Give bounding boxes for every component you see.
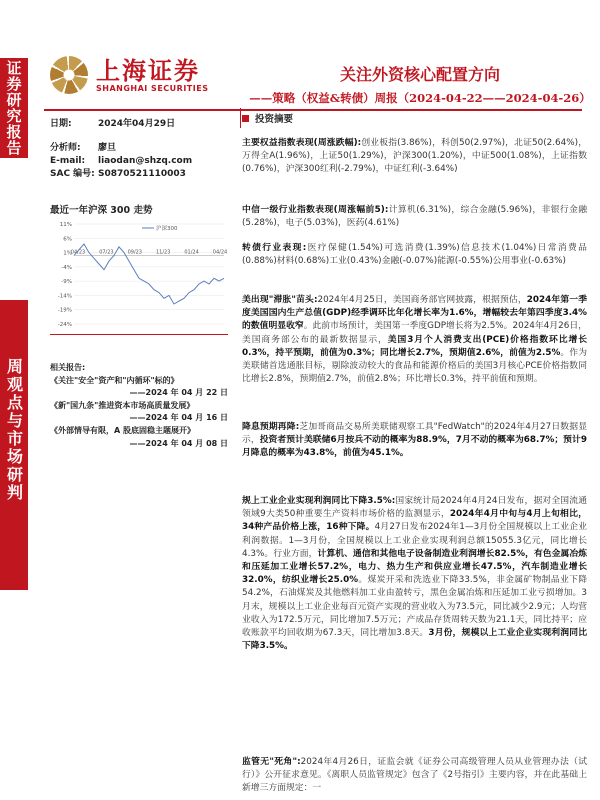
- report-type-label: 证券研究报告: [4, 60, 23, 156]
- paragraph-industry-performance: [242, 204, 587, 230]
- paragraph-highlight: 2024年第一季度美国国内生产总值(GDP)经季调环比年化增长率为1.6%，增幅较去年第四季度3.4%的数值明显收窄: [242, 295, 587, 332]
- x-tick-label: 07/23: [99, 249, 114, 256]
- y-tick-label: -14%: [57, 293, 72, 300]
- paragraph-stagflation: [242, 294, 587, 386]
- bullet-square-icon: [242, 115, 249, 122]
- company-logo: [50, 56, 208, 94]
- paragraph-text: 2024年4月25日，美国商务部官网披露，根据预估，: [317, 295, 527, 305]
- paragraph-text: 创业板指(3.86%)，科创50(2.97%)，北证50(2.64%)，万得全A(1.96%)，上证50(1.29%)，沪深300(1.20%)，中证500(1.08%)，上证指数(0.76%)，沪深300红利(-2.79%)，中证红利(-3.64%): [242, 138, 587, 175]
- paragraph-highlight: 2024年4月中旬与4月上旬相比，34种产品价格上涨，16种下降。: [242, 509, 587, 533]
- paragraph-caption: 主要权益指数表现(周涨跌幅):: [242, 138, 362, 148]
- analyst-name: 廖旦: [98, 143, 117, 153]
- x-tick-label: 09/23: [127, 249, 143, 256]
- y-tick-label: -9%: [61, 279, 72, 286]
- y-tick-label: 6%: [63, 236, 72, 243]
- x-tick-label: 11/23: [155, 249, 171, 256]
- hs300-series-line: [74, 244, 224, 304]
- paragraph-text: 计算机(6.31%)，综合金融(5.96%)，非银行金融(5.28%)，电子(5.03%)，医药(4.61%): [242, 205, 587, 229]
- email-label: E-mail:: [50, 156, 86, 166]
- paragraph-text: 医疗保健(1.54%)可选消费(1.39%)信息技术(1.04%)日常消费品(0.88%)材料(0.68%)工业(0.43%)金融(-0.07%)能源(-0.55%)公用事业(-0.63%): [242, 243, 587, 267]
- logo-name-en: SHANGHAI SECURITIES: [96, 83, 209, 93]
- paragraph-text: 2024年4月26日，证监会就《证券公司高级管理人员从业管理办法（试行）》公开征求意见。《离职人员监管规定》包含了《2号指引》主要内容，并在此基础上新增三方面规定：一: [242, 757, 587, 794]
- chart-title: 最近一年沪深 300 走势: [50, 205, 153, 216]
- date-value: 2024年04月29日: [98, 119, 176, 129]
- report-type-strip: [0, 58, 28, 158]
- logo-name-cn: 上海证券: [96, 56, 200, 85]
- related-report-date: ——2024 年 04 月 22 日: [129, 388, 228, 398]
- paragraph-caption: 规上工业企业实现利润同比下降3.5%:: [242, 496, 396, 506]
- related-reports: [50, 362, 228, 450]
- paragraph-caption: 美出现"滞胀"苗头:: [242, 295, 318, 305]
- x-tick-label: 04/24: [212, 249, 228, 256]
- related-report-title[interactable]: 《关注"安全"资产和"内循环"标的》: [50, 375, 179, 385]
- paragraph-caption: 转债行业表现:: [242, 243, 307, 253]
- column-divider: [240, 108, 241, 128]
- related-report-date: ——2024 年 04 月 08 日: [129, 438, 228, 448]
- sac-number: S0870521110003: [98, 169, 186, 179]
- paragraph-caption: 监管无"死角":: [242, 757, 301, 767]
- report-subtitle: ——策略（权益&转债）周报（2024-04-22——2024-04-26）: [249, 91, 591, 105]
- sac-label: SAC 编号:: [50, 169, 95, 179]
- legend-label: 沪深300: [156, 226, 178, 232]
- paragraph-index-performance: [242, 137, 587, 177]
- paragraph-highlight: 美国3月个人消费支出(PCE)价格指数环比增长0.3%，持平预期，前值为0.3%；同比增长2.7%，预期值2.6%，前值为2.5%: [242, 334, 587, 358]
- paragraph-text: 4月27日发布2024年1—3月份全国规模以上工业企业利润数据。1—3月份，全国规模以上工业企业实现利润总额15055.3亿元，同比增长4.3%。行业方面，: [242, 522, 588, 559]
- hs300-trend-chart: [50, 218, 228, 330]
- x-tick-label: 01/24: [184, 249, 199, 256]
- analyst-label: 分析师:: [50, 143, 81, 153]
- section-heading: [242, 108, 342, 128]
- report-title: 关注外资核心配置方向: [339, 65, 500, 84]
- related-report-date: ——2024 年 04 月 16 日: [129, 413, 228, 423]
- x-tick-label: 04/23: [70, 249, 86, 256]
- paragraph-highlight: 3月份，规模以上工业企业实现利润同比下降3.5%。: [242, 628, 588, 652]
- y-tick-label: -24%: [57, 322, 72, 328]
- date-row: [50, 118, 175, 131]
- related-report-title[interactable]: 《新"国九条"推进资本市场高质量发展》: [50, 400, 195, 410]
- category-strip: [0, 300, 28, 590]
- paragraph-caption: 降息预期再降:: [242, 422, 300, 432]
- paragraph-highlight: 计算机、通信和其他电子设备制造业利润增长82.5%，有色金属冶炼和压延加工业增长57.2%，电力、热力生产和供应业增长47.5%，汽车制造业增长32.0%，纺织业增长25.0%: [242, 548, 587, 586]
- related-report-title[interactable]: 《外部情导有限，A 股底固稳主题展开》: [50, 425, 195, 435]
- related-reports-heading: 相关报告:: [50, 363, 86, 372]
- analyst-block: [50, 142, 192, 181]
- section-heading-text: 投资摘要: [255, 114, 294, 125]
- paragraph-text: 。煤炭开采和洗选业下降33.5%，非金属矿物制品业下降54.2%，石油煤炭及其他燃料加工业由盈转亏，黑色金属冶炼和压延加工业亏损增加。3月末，规模以上工业企业每百元资产实现的营业收入为73.5元，同比减少2.9元；人均营业收入为172.5万元，同比增加7.5万元；产成品存货周转天数为21.1天，同比持平；应收账款平均回收期为67.3天，同比增加3.8天。: [242, 575, 587, 639]
- y-tick-label: -4%: [61, 264, 72, 271]
- paragraph-convertible-bonds: [242, 242, 587, 268]
- category-label: 周观点与市场研判: [4, 358, 24, 502]
- chart-divider: [50, 334, 228, 335]
- logo-emblem-icon: [50, 56, 88, 94]
- analyst-email[interactable]: liaodan@shzq.com: [98, 156, 193, 166]
- paragraph-industrial-profit: [242, 495, 587, 653]
- date-label: 日期:: [50, 119, 72, 129]
- paragraph-text: 。作为美联储首选通胀目标，剔除波动较大的食品和能源价格后的美国3月核心PCE价格指数同比增长2.8%，预期值2.7%，前值2.8%；环比增长0.3%，持平前值和预期。: [242, 347, 587, 385]
- paragraph-regulation: [242, 756, 587, 796]
- paragraph-highlight: 投资者预计美联储6月按兵不动的概率为88.9%，7月不动的概率为68.7%；预计9月降息的概率为43.8%，前值为45.1%。: [242, 435, 587, 459]
- y-tick-label: 11%: [59, 222, 72, 228]
- paragraph-text: 芝加哥商品交易所美联储观察工具"FedWatch"的2024年4月27日数据显示，: [242, 422, 587, 446]
- paragraph-caption: 中信一级行业指数表现(周涨幅前5):: [242, 205, 389, 215]
- paragraph-rate-cut: [242, 421, 587, 461]
- y-tick-label: 1%: [63, 250, 72, 257]
- y-tick-label: -19%: [57, 307, 72, 314]
- paragraph-text: 。此前市场预计，美国第一季度GDP增长将为2.5%。2024年4月26日，美国商务部公布的最新数据显示，: [242, 321, 587, 345]
- paragraph-text: 国家统计局2024年4月24日发布，据对全国流通领域9大类50种重要生产资料市场价格的监测显示，: [242, 496, 587, 520]
